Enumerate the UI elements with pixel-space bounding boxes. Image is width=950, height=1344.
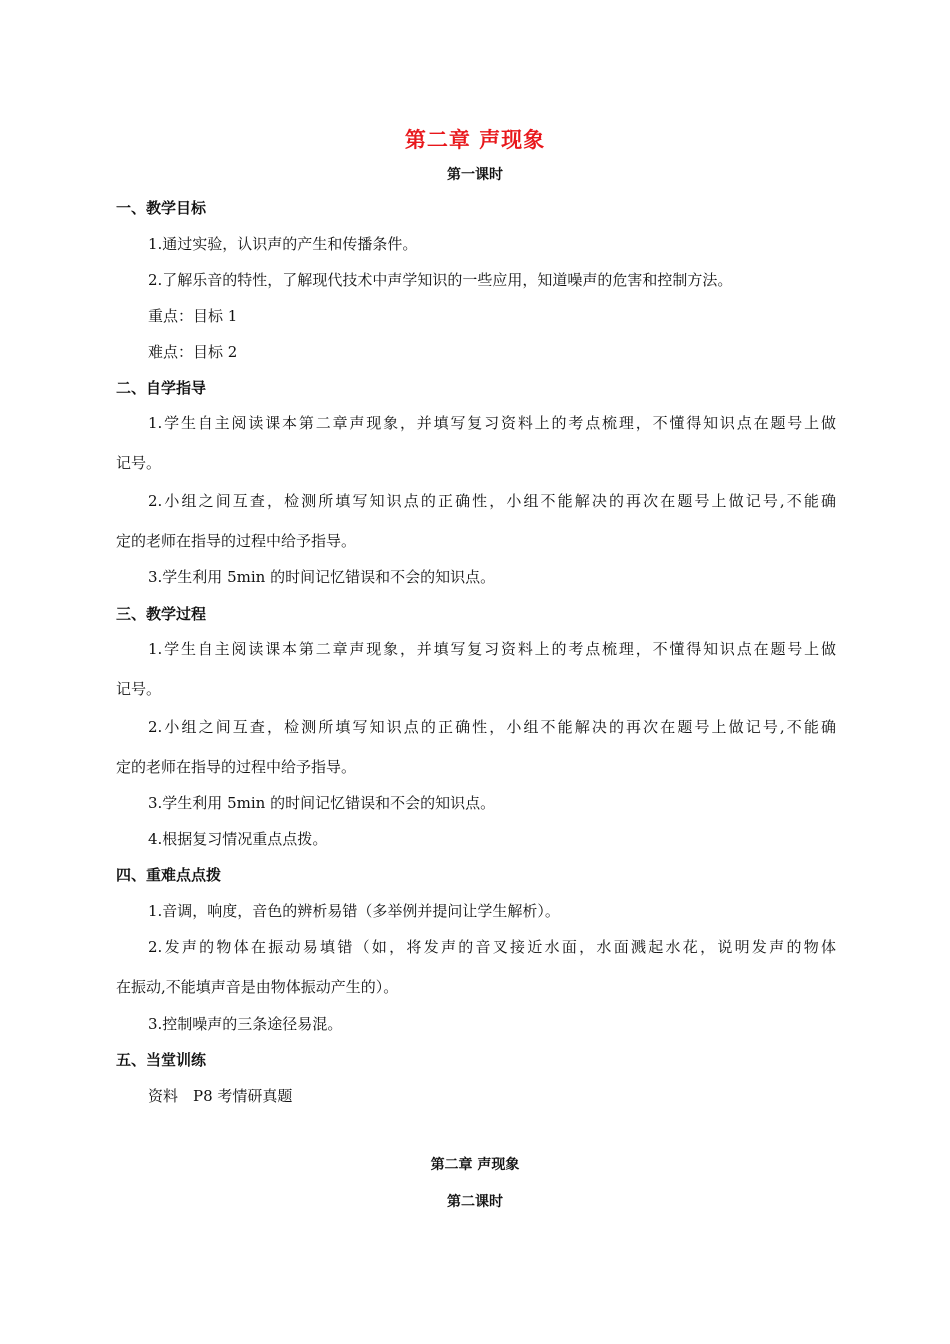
next-lesson-subtitle: 第二课时	[447, 1194, 503, 1210]
paragraph: 1.学生自主阅读课本第二章声现象，并填写复习资料上的考点梳理，不懂得知识点在题号上做	[148, 414, 836, 432]
paragraph: 2.小组之间互查，检测所填写知识点的正确性，小组不能解决的再次在题号上做记号,不能确	[148, 718, 836, 736]
difficult-point: 难点：目标 2	[148, 343, 238, 361]
section-heading-process: 三、教学过程	[116, 605, 207, 623]
section-heading-objectives: 一、教学目标	[116, 199, 207, 217]
paragraph-continuation: 记号。	[116, 454, 162, 472]
paragraph: 2.小组之间互查，检测所填写知识点的正确性，小组不能解决的再次在题号上做记号,不能确	[148, 492, 836, 510]
section-heading-key-difficulties: 四、重难点点拨	[116, 866, 222, 884]
paragraph: 1.学生自主阅读课本第二章声现象，并填写复习资料上的考点梳理，不懂得知识点在题号上做	[148, 640, 836, 658]
paragraph-continuation: 定的老师在指导的过程中给予指导。	[116, 532, 357, 550]
paragraph-continuation: 定的老师在指导的过程中给予指导。	[116, 758, 357, 776]
section-heading-practice: 五、当堂训练	[116, 1051, 207, 1069]
paragraph: 4.根据复习情况重点点拨。	[148, 830, 328, 848]
paragraph: 3.控制噪声的三条途径易混。	[148, 1015, 343, 1033]
paragraph: 2.发声的物体在振动易填错（如，将发声的音叉接近水面，水面溅起水花，说明发声的物体	[148, 938, 836, 956]
paragraph-continuation: 记号。	[116, 680, 162, 698]
paragraph: 1.通过实验，认识声的产生和传播条件。	[148, 235, 418, 253]
section-heading-self-study: 二、自学指导	[116, 379, 207, 397]
paragraph: 3.学生利用 5min 的时间记忆错误和不会的知识点。	[148, 568, 496, 586]
document-title: 第二章 声现象	[404, 128, 546, 152]
key-point: 重点：目标 1	[148, 307, 238, 325]
paragraph-continuation: 在振动,不能填声音是由物体振动产生的）。	[116, 978, 399, 996]
paragraph: 3.学生利用 5min 的时间记忆错误和不会的知识点。	[148, 794, 496, 812]
lesson-subtitle: 第一课时	[447, 167, 503, 183]
paragraph: 2.了解乐音的特性，了解现代技术中声学知识的一些应用，知道噪声的危害和控制方法。	[148, 271, 733, 289]
paragraph: 1.音调，响度，音色的辨析易错（多举例并提问让学生解析）。	[148, 902, 560, 920]
practice-reference: 资料 P8 考情研真题	[148, 1087, 293, 1105]
next-chapter-title: 第二章 声现象	[430, 1157, 520, 1173]
